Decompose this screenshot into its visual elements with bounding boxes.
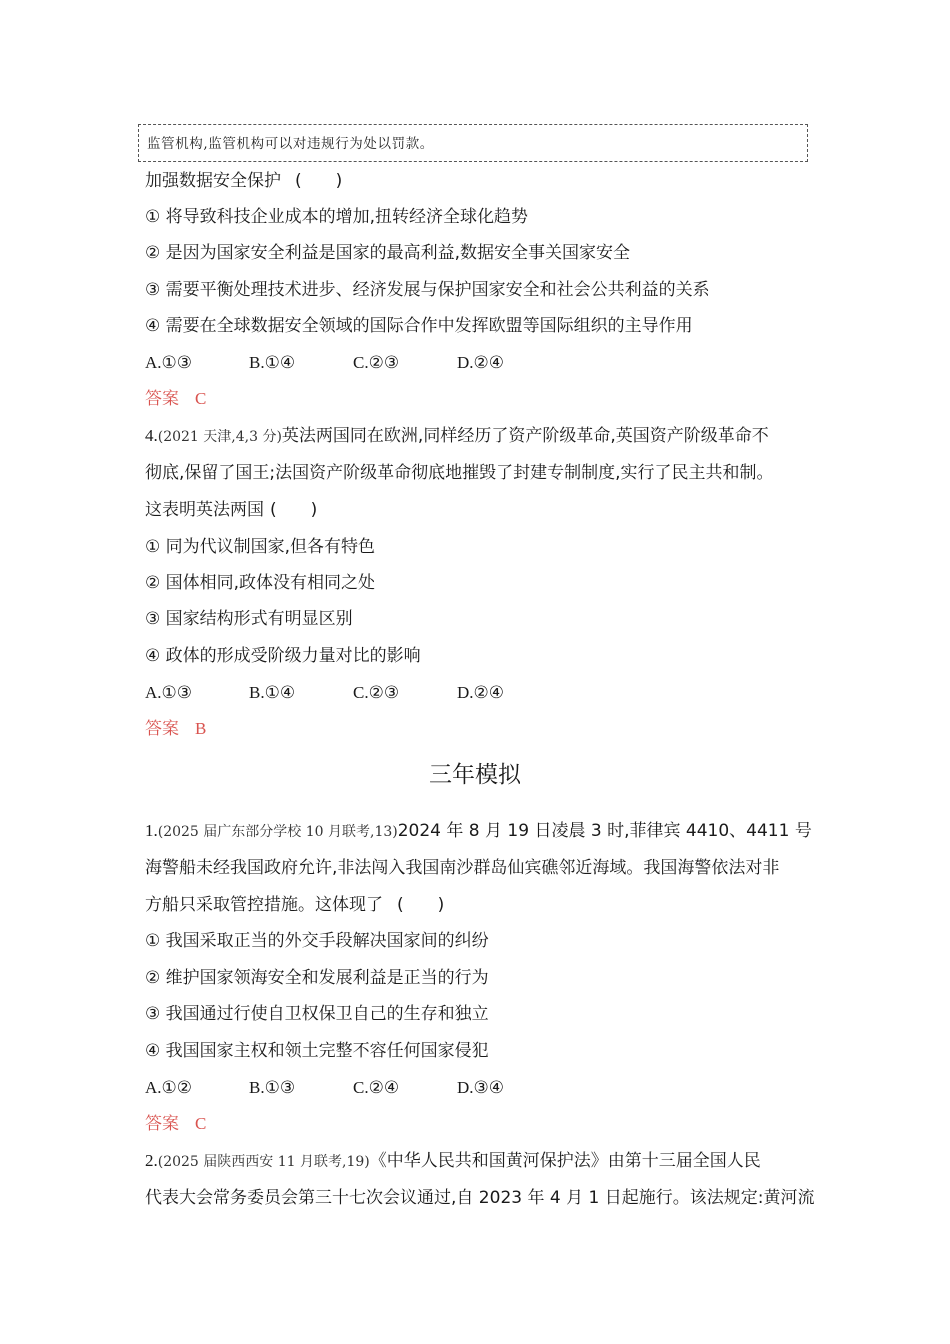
statement-1: ① 同为代议制国家,但各有特色 <box>145 537 376 557</box>
mock-question-2-line-1: 2.(2025 届陕西西安 11 月联考,19)《中华人民共和国黄河保护法》由第十三届全国人民 <box>145 1151 761 1171</box>
boxed-note-text: 监管机构,监管机构可以对违规行为处以罚款。 <box>147 136 434 152</box>
boxed-note <box>138 124 808 162</box>
mock-question-1-line-3: 方船只采取管控措施。这体现了 ( ) <box>145 895 445 915</box>
answer-letter: C <box>195 389 207 408</box>
question-source: (2025 届陕西西安 11 月联考,19) <box>157 1154 370 1170</box>
answer-line <box>145 1113 206 1135</box>
answer-options <box>145 1077 561 1099</box>
question-source: (2025 届广东部分学校 10 月联考,13) <box>157 824 398 840</box>
mock-question-1-line-2: 海警船未经我国政府允许,非法闯入我国南沙群岛仙宾礁邻近海域。我国海警依法对非 <box>145 858 780 878</box>
mock-question-1-line-1: 1.(2025 届广东部分学校 10 月联考,13)2024 年 8 月 19 日凌晨 3 时,菲律宾 4410、4411 号 <box>145 821 812 841</box>
statement-2: ② 维护国家领海安全和发展利益是正当的行为 <box>145 968 489 988</box>
answer-label: 答案 <box>145 1114 179 1134</box>
question-stem: 加强数据安全保护 ( ) <box>145 171 343 191</box>
question-source: (2021 天津,4,3 分) <box>157 429 282 445</box>
answer-line <box>145 388 206 410</box>
section-title: 三年模拟 <box>429 762 521 788</box>
option-a: A.①③ <box>145 683 193 702</box>
statement-3: ③ 国家结构形式有明显区别 <box>145 609 353 629</box>
option-a: A.①③ <box>145 353 193 372</box>
statement-2: ② 是因为国家安全利益是国家的最高利益,数据安全事关国家安全 <box>145 243 631 263</box>
question-4-line-2: 彻底,保留了国王;法国资产阶级革命彻底地摧毁了封建专制制度,实行了民主共和制。 <box>145 463 774 483</box>
option-b: B.①③ <box>249 1078 296 1097</box>
option-b: B.①④ <box>249 683 296 702</box>
question-4-line-1: 4.(2021 天津,4,3 分)英法两国同在欧洲,同样经历了资产阶级革命,英国资产阶级革命不 <box>145 426 769 446</box>
option-d: D.②④ <box>457 683 505 702</box>
option-d: D.③④ <box>457 1078 505 1097</box>
answer-letter: B <box>195 719 207 738</box>
statement-2: ② 国体相同,政体没有相同之处 <box>145 573 376 593</box>
statement-3: ③ 我国通过行使自卫权保卫自己的生存和独立 <box>145 1004 489 1024</box>
statement-1: ① 将导致科技企业成本的增加,扭转经济全球化趋势 <box>145 207 529 227</box>
mock-question-2-line-2: 代表大会常务委员会第三十七次会议通过,自 2023 年 4 月 1 日起施行。该法规定:黄河流 <box>145 1188 815 1208</box>
option-d: D.②④ <box>457 353 505 372</box>
option-c: C.②③ <box>353 683 400 702</box>
statement-3: ③ 需要平衡处理技术进步、经济发展与保护国家安全和社会公共利益的关系 <box>145 280 710 300</box>
answer-line <box>145 718 206 740</box>
option-c: C.②④ <box>353 1078 400 1097</box>
answer-letter: C <box>195 1114 207 1133</box>
answer-label: 答案 <box>145 719 179 739</box>
question-4-line-3: 这表明英法两国 ( ) <box>145 500 318 520</box>
option-b: B.①④ <box>249 353 296 372</box>
option-c: C.②③ <box>353 353 400 372</box>
answer-options <box>145 682 561 704</box>
option-a: A.①② <box>145 1078 193 1097</box>
answer-label: 答案 <box>145 389 179 409</box>
answer-options <box>145 352 561 374</box>
statement-1: ① 我国采取正当的外交手段解决国家间的纠纷 <box>145 931 489 951</box>
statement-4: ④ 我国国家主权和领土完整不容任何国家侵犯 <box>145 1041 489 1061</box>
statement-4: ④ 政体的形成受阶级力量对比的影响 <box>145 646 421 666</box>
statement-4: ④ 需要在全球数据安全领域的国际合作中发挥欧盟等国际组织的主导作用 <box>145 316 693 336</box>
